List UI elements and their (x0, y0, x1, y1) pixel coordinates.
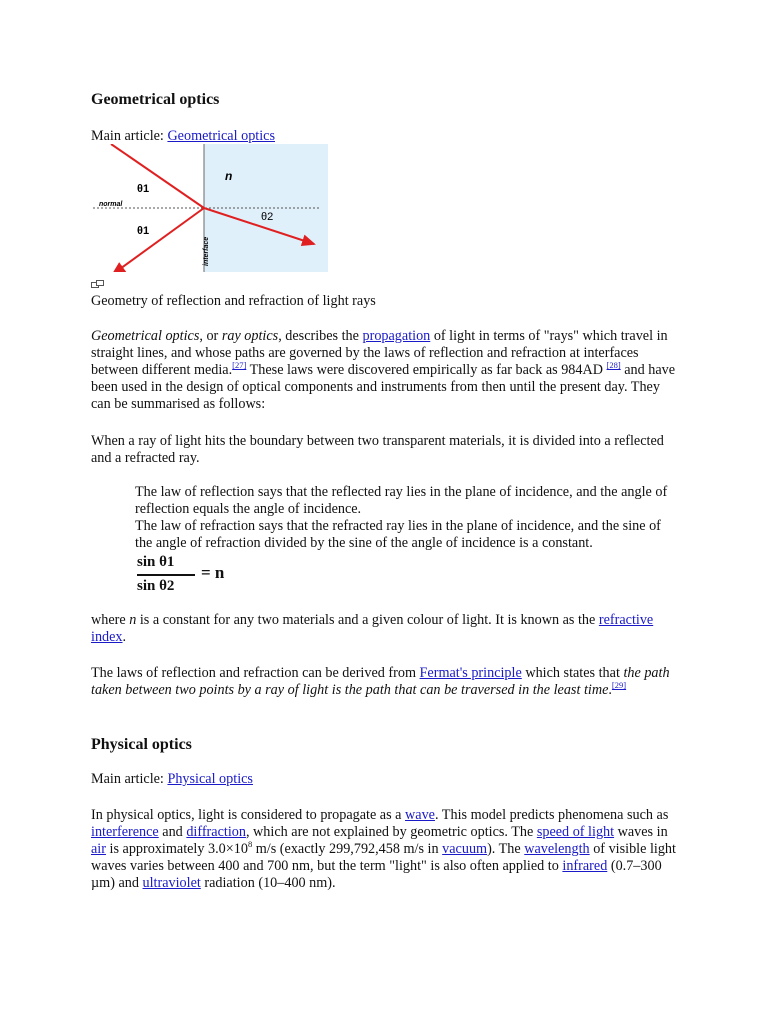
section-heading-physical-optics: Physical optics (91, 736, 192, 753)
text: m/s (exactly 299,792,458 m/s in (252, 841, 443, 857)
paragraph-fermat (91, 665, 676, 699)
fraction-bar (137, 574, 195, 576)
italic-ray-optics: ray optics (221, 328, 279, 344)
link-speed-of-light[interactable]: speed of light (536, 824, 615, 840)
text: , describes the (278, 328, 363, 344)
text: (0.7–300 µm) and (91, 858, 662, 891)
ref-27-link[interactable]: [27] (232, 360, 247, 370)
main-article-prefix: Main article: (91, 128, 168, 144)
link-geometrical-optics[interactable]: Geometrical optics (167, 128, 275, 144)
link-interference[interactable]: interference (91, 824, 159, 840)
text: . (122, 629, 127, 645)
normal-label: normal (99, 201, 123, 208)
text: radiation (10–400 nm). (200, 875, 336, 891)
law-of-refraction: The law of refraction says that the refracted ray lies in the plane of incidence, and the sine of the angle of refraction divided by the sine of the angle of incidence is a constant. (135, 518, 661, 551)
theta1-lower-label: θ1 (137, 225, 150, 237)
text: , or (199, 328, 222, 344)
link-infrared[interactable]: infrared (562, 858, 608, 874)
text: . (608, 682, 612, 698)
section-heading-geometrical-optics: Geometrical optics (91, 91, 220, 108)
text: . This model predicts phenomena such as (434, 807, 669, 823)
main-article-line-physical (91, 771, 676, 788)
paragraph-refractive-index (91, 612, 676, 646)
text: is approximately 3.0×10 (105, 841, 248, 857)
link-vacuum[interactable]: vacuum (442, 841, 488, 857)
reflection-refraction-diagram (91, 144, 331, 272)
link-wavelength[interactable]: wavelength (524, 841, 590, 857)
reflected-ray (113, 208, 204, 272)
link-physical-optics[interactable]: Physical optics (167, 771, 253, 787)
paragraph-boundary: When a ray of light hits the boundary between two transparent materials, it is divided into a reflected and a refracted ray. (91, 433, 664, 466)
ref-28-link[interactable]: [28] (606, 360, 621, 370)
medium-n-label: n (225, 169, 233, 183)
enlarge-icon[interactable] (91, 280, 105, 290)
main-article-line (91, 128, 676, 145)
incident-ray (111, 144, 204, 208)
text: These laws were discovered empirically as far back as 984AD (246, 362, 607, 378)
text: where (91, 612, 130, 628)
formula-rhs: = n (201, 563, 225, 582)
text: of visible light waves varies between 400 and 700 nm, but the term "light" is also often applied to (91, 841, 676, 874)
link-air[interactable]: air (91, 841, 106, 857)
link-wave[interactable]: wave (405, 807, 435, 823)
formula-denominator: sin θ2 (137, 578, 175, 594)
exponent: 8 (247, 839, 253, 849)
text: which states that (521, 665, 624, 681)
text: is a constant for any two materials and a given colour of light. It is known as the (136, 612, 599, 628)
law-of-reflection: The law of reflection says that the reflected ray lies in the plane of incidence, and the angle of reflection equals the angle of incidence. (135, 484, 668, 517)
theta1-upper-label: θ1 (137, 183, 150, 195)
link-diffraction[interactable]: diffraction (186, 824, 246, 840)
text: and have been used in the design of optical components and instruments from then until the present day. They can be summarised as follows: (91, 362, 676, 412)
link-fermats-principle[interactable]: Fermat's principle (419, 665, 522, 681)
formula-numerator: sin θ1 (137, 554, 175, 570)
text: The laws of reflection and refraction can be derived from (91, 665, 420, 681)
link-refractive-index[interactable]: refractive index (91, 612, 654, 645)
link-propagation[interactable]: propagation (362, 328, 431, 344)
paragraph-geometrical-intro (91, 328, 676, 413)
theta2-label: θ2 (261, 211, 274, 223)
text: In physical optics, light is considered to propagate as a (91, 807, 406, 823)
text: of light in terms of "rays" which travel in straight lines, and whose paths are governed by the laws of reflection and refraction at interfaces between different media. (91, 328, 668, 378)
interface-label: interface (203, 236, 210, 266)
italic-fermat-statement: the path taken between two points by a ray of light is the path that can be traversed in the least time (91, 665, 670, 698)
snell-formula (135, 554, 255, 598)
italic-geometrical-optics: Geometrical optics (91, 328, 200, 344)
italic-n: n (129, 612, 137, 628)
text: ). The (487, 841, 525, 857)
link-ultraviolet[interactable]: ultraviolet (142, 875, 201, 891)
text: waves in (614, 824, 668, 840)
paragraph-physical-optics (91, 807, 676, 892)
ref-29-link[interactable]: [29] (611, 680, 627, 690)
text: and (158, 824, 187, 840)
figure-caption: Geometry of reflection and refraction of light rays (91, 293, 376, 309)
text: , which are not explained by geometric optics. The (245, 824, 537, 840)
main-article-prefix: Main article: (91, 771, 168, 787)
